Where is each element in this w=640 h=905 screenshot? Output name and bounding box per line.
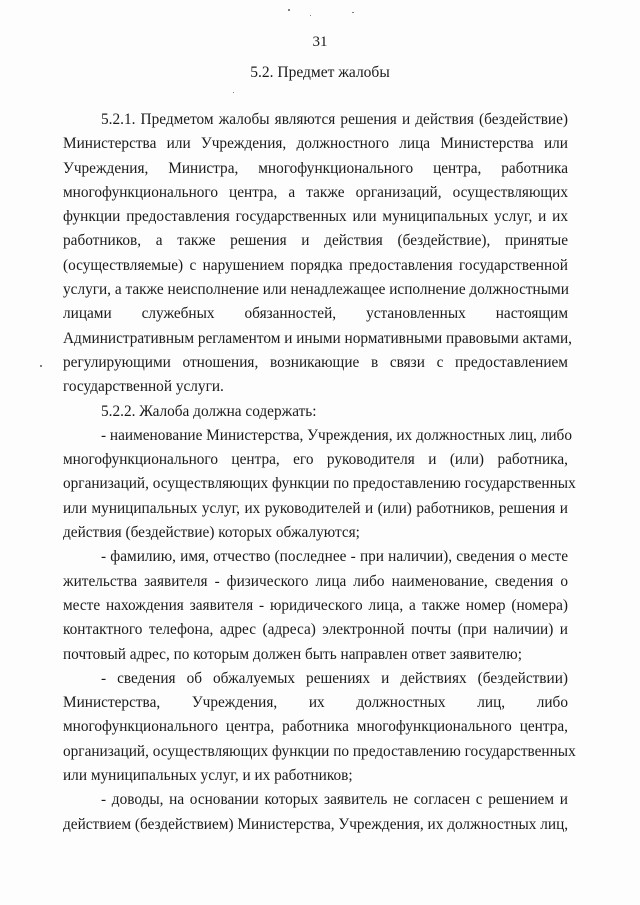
text-line: организаций, осуществляющих функции по предоставлению государственных [63,475,576,493]
scan-speck [352,12,354,13]
scan-speck [40,365,42,367]
text-line: почтовый адрес, по которым должен быть направлен ответ заявителю; [63,645,522,663]
text-line: - доводы, на основании которых заявитель не согласен с решением и [101,791,568,809]
text-line: регулирующими отношения, возникающие в связи с предоставлением [63,353,568,371]
text-line: организаций, осуществляющих функции по предоставлению государственных [63,742,576,760]
list-item-arguments [63,788,568,837]
text-line: 5.2.2. Жалоба должна содержать: [101,402,317,420]
document-body [63,108,576,837]
text-line: Министерства или Учреждения, должностного лица Министерства или [63,135,568,153]
scan-speck [233,92,234,93]
scan-speck [310,15,311,16]
scan-speck [288,9,290,11]
list-item-name [63,424,576,545]
list-item-applicant [63,545,568,666]
text-line: лицами служебных обязанностей, установленных настоящим [63,305,568,323]
text-line: действием (бездействием) Министерства, Учреждения, их должностных лиц, [63,815,569,833]
text-line: Административным регламентом и иными нормативными правовыми актами, [63,329,572,347]
text-line: многофункционального центра, работника многофункционального центра, [63,718,568,736]
text-line: (осуществляемые) с нарушением порядка предоставления государственной [63,256,568,274]
text-line: - фамилию, имя, отчество (последнее - при наличии), сведения о месте [101,548,568,566]
text-line: - сведения об обжалуемых решениях и действиях (бездействии) [101,669,568,687]
text-line: Министерства, Учреждения, их должностных лиц, либо [63,694,568,712]
text-line: жительства заявителя - физического лица либо наименование, сведения о [63,572,568,590]
text-line: функции предоставления государственных или муниципальных услуг, и их [63,208,568,226]
text-line: работников, а также решения и действия (бездействие), принятые [63,232,568,250]
paragraph-5-2-2 [63,400,568,424]
text-line: контактного телефона, адрес (адреса) электронной почты (при наличии) и [63,621,568,639]
text-line: многофункционального центра, его руководителя и (или) работника, [63,451,568,469]
text-line: месте нахождения заявителя - юридического лица, а также номер (номера) [63,596,568,614]
page-number: 31 [312,34,328,50]
text-line: или муниципальных услуг, их руководителей и (или) работников, решения и [63,499,568,517]
text-line: или муниципальных услуг, и их работников; [63,767,353,785]
text-line: - наименование Министерства, Учреждения, их должностных лиц, либо [101,426,572,444]
text-line: действия (бездействие) которых обжалуются; [63,524,360,542]
text-line: государственной услуги. [63,378,224,396]
text-line: услуги, а также неисполнение или ненадлежащее исполнение должностными [63,281,569,299]
text-line: Учреждения, Министра, многофункционального центра, работника [63,159,568,177]
paragraph-5-2-1 [63,108,572,400]
list-item-decisions [63,667,576,788]
text-line: многофункционального центра, а также организаций, осуществляющих [63,183,568,201]
section-heading: 5.2. Предмет жалобы [250,64,390,81]
text-line: 5.2.1. Предметом жалобы являются решения и действия (бездействие) [101,111,568,128]
